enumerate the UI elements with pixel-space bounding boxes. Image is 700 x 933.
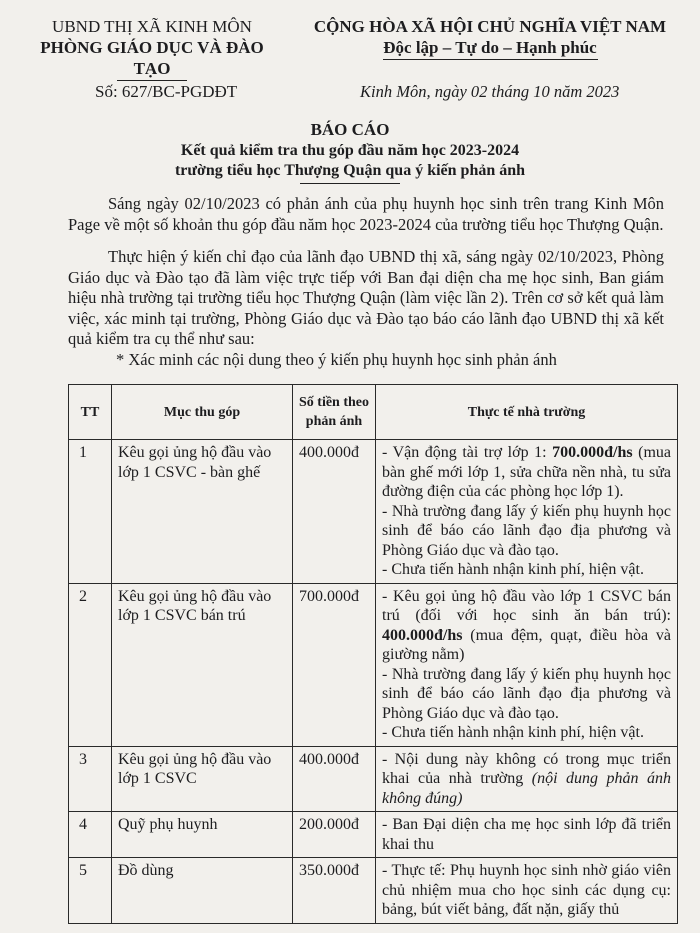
agency-parent: UBND THỊ XÃ KINH MÔN: [52, 17, 252, 36]
header-amount: Số tiền theo phản ánh: [293, 385, 376, 440]
cell-tt: 3: [69, 746, 112, 812]
cell-actual: - Kêu gọi ủng hộ đầu vào lớp 1 CSVC bán trú (đối với học sinh ăn bán trú): 400.000đ/hs (mua đệm, quạt, điều hòa và giường nằm) - Nhà trường đang lấy ý kiến phụ huynh học sinh để báo cáo lãnh đạo địa phương và Phòng Giáo dục và đào tạo. - Chưa tiến hành nhận kinh phí, hiện vật.: [376, 583, 678, 746]
header-tt: TT: [69, 385, 112, 440]
cell-tt: 1: [69, 440, 112, 584]
cell-item: Kêu gọi ủng hộ đầu vào lớp 1 CSVC: [112, 746, 293, 812]
cell-item: Đồ dùng: [112, 858, 293, 924]
agency-underline: [117, 80, 187, 81]
table-row: [69, 440, 678, 584]
header-actual: Thực tế nhà trường: [376, 385, 678, 440]
cell-tt: 5: [69, 858, 112, 924]
cell-actual: - Ban Đại diện cha mẹ học sinh lớp đã triển khai thu: [376, 812, 678, 858]
title-underline: [300, 183, 400, 184]
national-header: [300, 16, 680, 60]
collection-table: [68, 384, 678, 924]
cell-tt: 4: [69, 812, 112, 858]
cell-item: Quỹ phụ huynh: [112, 812, 293, 858]
report-title: BÁO CÁO: [310, 120, 390, 139]
header-item: Mục thu góp: [112, 385, 293, 440]
agency-header: [32, 16, 272, 81]
paragraph-2: Thực hiện ý kiến chỉ đạo của lãnh đạo UBND thị xã, sáng ngày 02/10/2023, Phòng Giáo dục và Đào tạo đã làm việc trực tiếp với Ban đại diện cha mẹ học sinh, Ban giám hiệu nhà trường tại trường tiểu học Thượng Quận (làm việc lần 2). Trên cơ sở kết quả làm việc, xác minh tại trường, Phòng Giáo dục và Đào tạo báo cáo lãnh đạo UBND thị xã kết quả kiểm tra cụ thể như sau:: [68, 247, 664, 348]
cell-tt: 2: [69, 583, 112, 746]
table-row: [69, 746, 678, 812]
cell-amount: 400.000đ: [293, 440, 376, 584]
cell-actual: - Vận động tài trợ lớp 1: 700.000đ/hs (mua bàn ghế mới lớp 1, sửa chữa nền nhà, tu sửa đường điện của các phòng học lớp 1). - Nhà trường đang lấy ý kiến phụ huynh học sinh để báo cáo lãnh đạo địa phương và Phòng Giáo dục và đào tạo. - Chưa tiến hành nhận kinh phí, hiện vật.: [376, 440, 678, 584]
cell-actual: - Nội dung này không có trong mục triển khai của nhà trường (nội dung phản ánh không đúng): [376, 746, 678, 812]
national-motto: Độc lập – Tự do – Hạnh phúc: [383, 38, 597, 57]
agency-name: PHÒNG GIÁO DỤC VÀ ĐÀO TẠO: [40, 38, 264, 78]
document-number: Số: 627/BC-PGDĐT: [95, 82, 238, 101]
cell-actual: - Thực tế: Phụ huynh học sinh nhờ giáo viên chủ nhiệm mua cho học sinh các dụng cụ: bảng, bút viết bảng, đất nặn, giấy thủ: [376, 858, 678, 924]
cell-amount: 400.000đ: [293, 746, 376, 812]
paragraph-1: Sáng ngày 02/10/2023 có phản ánh của phụ huynh học sinh trên trang Kinh Môn Page về một số khoản thu góp đầu năm học 2023-2024 của trường tiểu học Thượng Quận.: [68, 194, 664, 234]
table-row: [69, 812, 678, 858]
cell-amount: 700.000đ: [293, 583, 376, 746]
cell-amount: 200.000đ: [293, 812, 376, 858]
cell-item: Kêu gọi ủng hộ đầu vào lớp 1 CSVC - bàn ghế: [112, 440, 293, 584]
motto-underline: [383, 59, 598, 60]
report-body: [68, 194, 664, 370]
table-row: [69, 858, 678, 924]
table-row: [69, 583, 678, 746]
report-subtitle-1: Kết quả kiểm tra thu góp đầu năm học 2023-2024: [180, 142, 520, 159]
table-header-row: [69, 385, 678, 440]
national-title: CỘNG HÒA XÃ HỘI CHỦ NGHĨA VIỆT NAM: [313, 17, 667, 36]
cell-amount: 350.000đ: [293, 858, 376, 924]
document-date: Kinh Môn, ngày 02 tháng 10 năm 2023: [360, 82, 620, 101]
cell-item: Kêu gọi ủng hộ đầu vào lớp 1 CSVC bán trú: [112, 583, 293, 746]
bullet-line: * Xác minh các nội dung theo ý kiến phụ huynh học sinh phản ánh: [116, 349, 557, 369]
report-subtitle-2: trường tiểu học Thượng Quận qua ý kiến phản ánh: [0, 162, 700, 184]
